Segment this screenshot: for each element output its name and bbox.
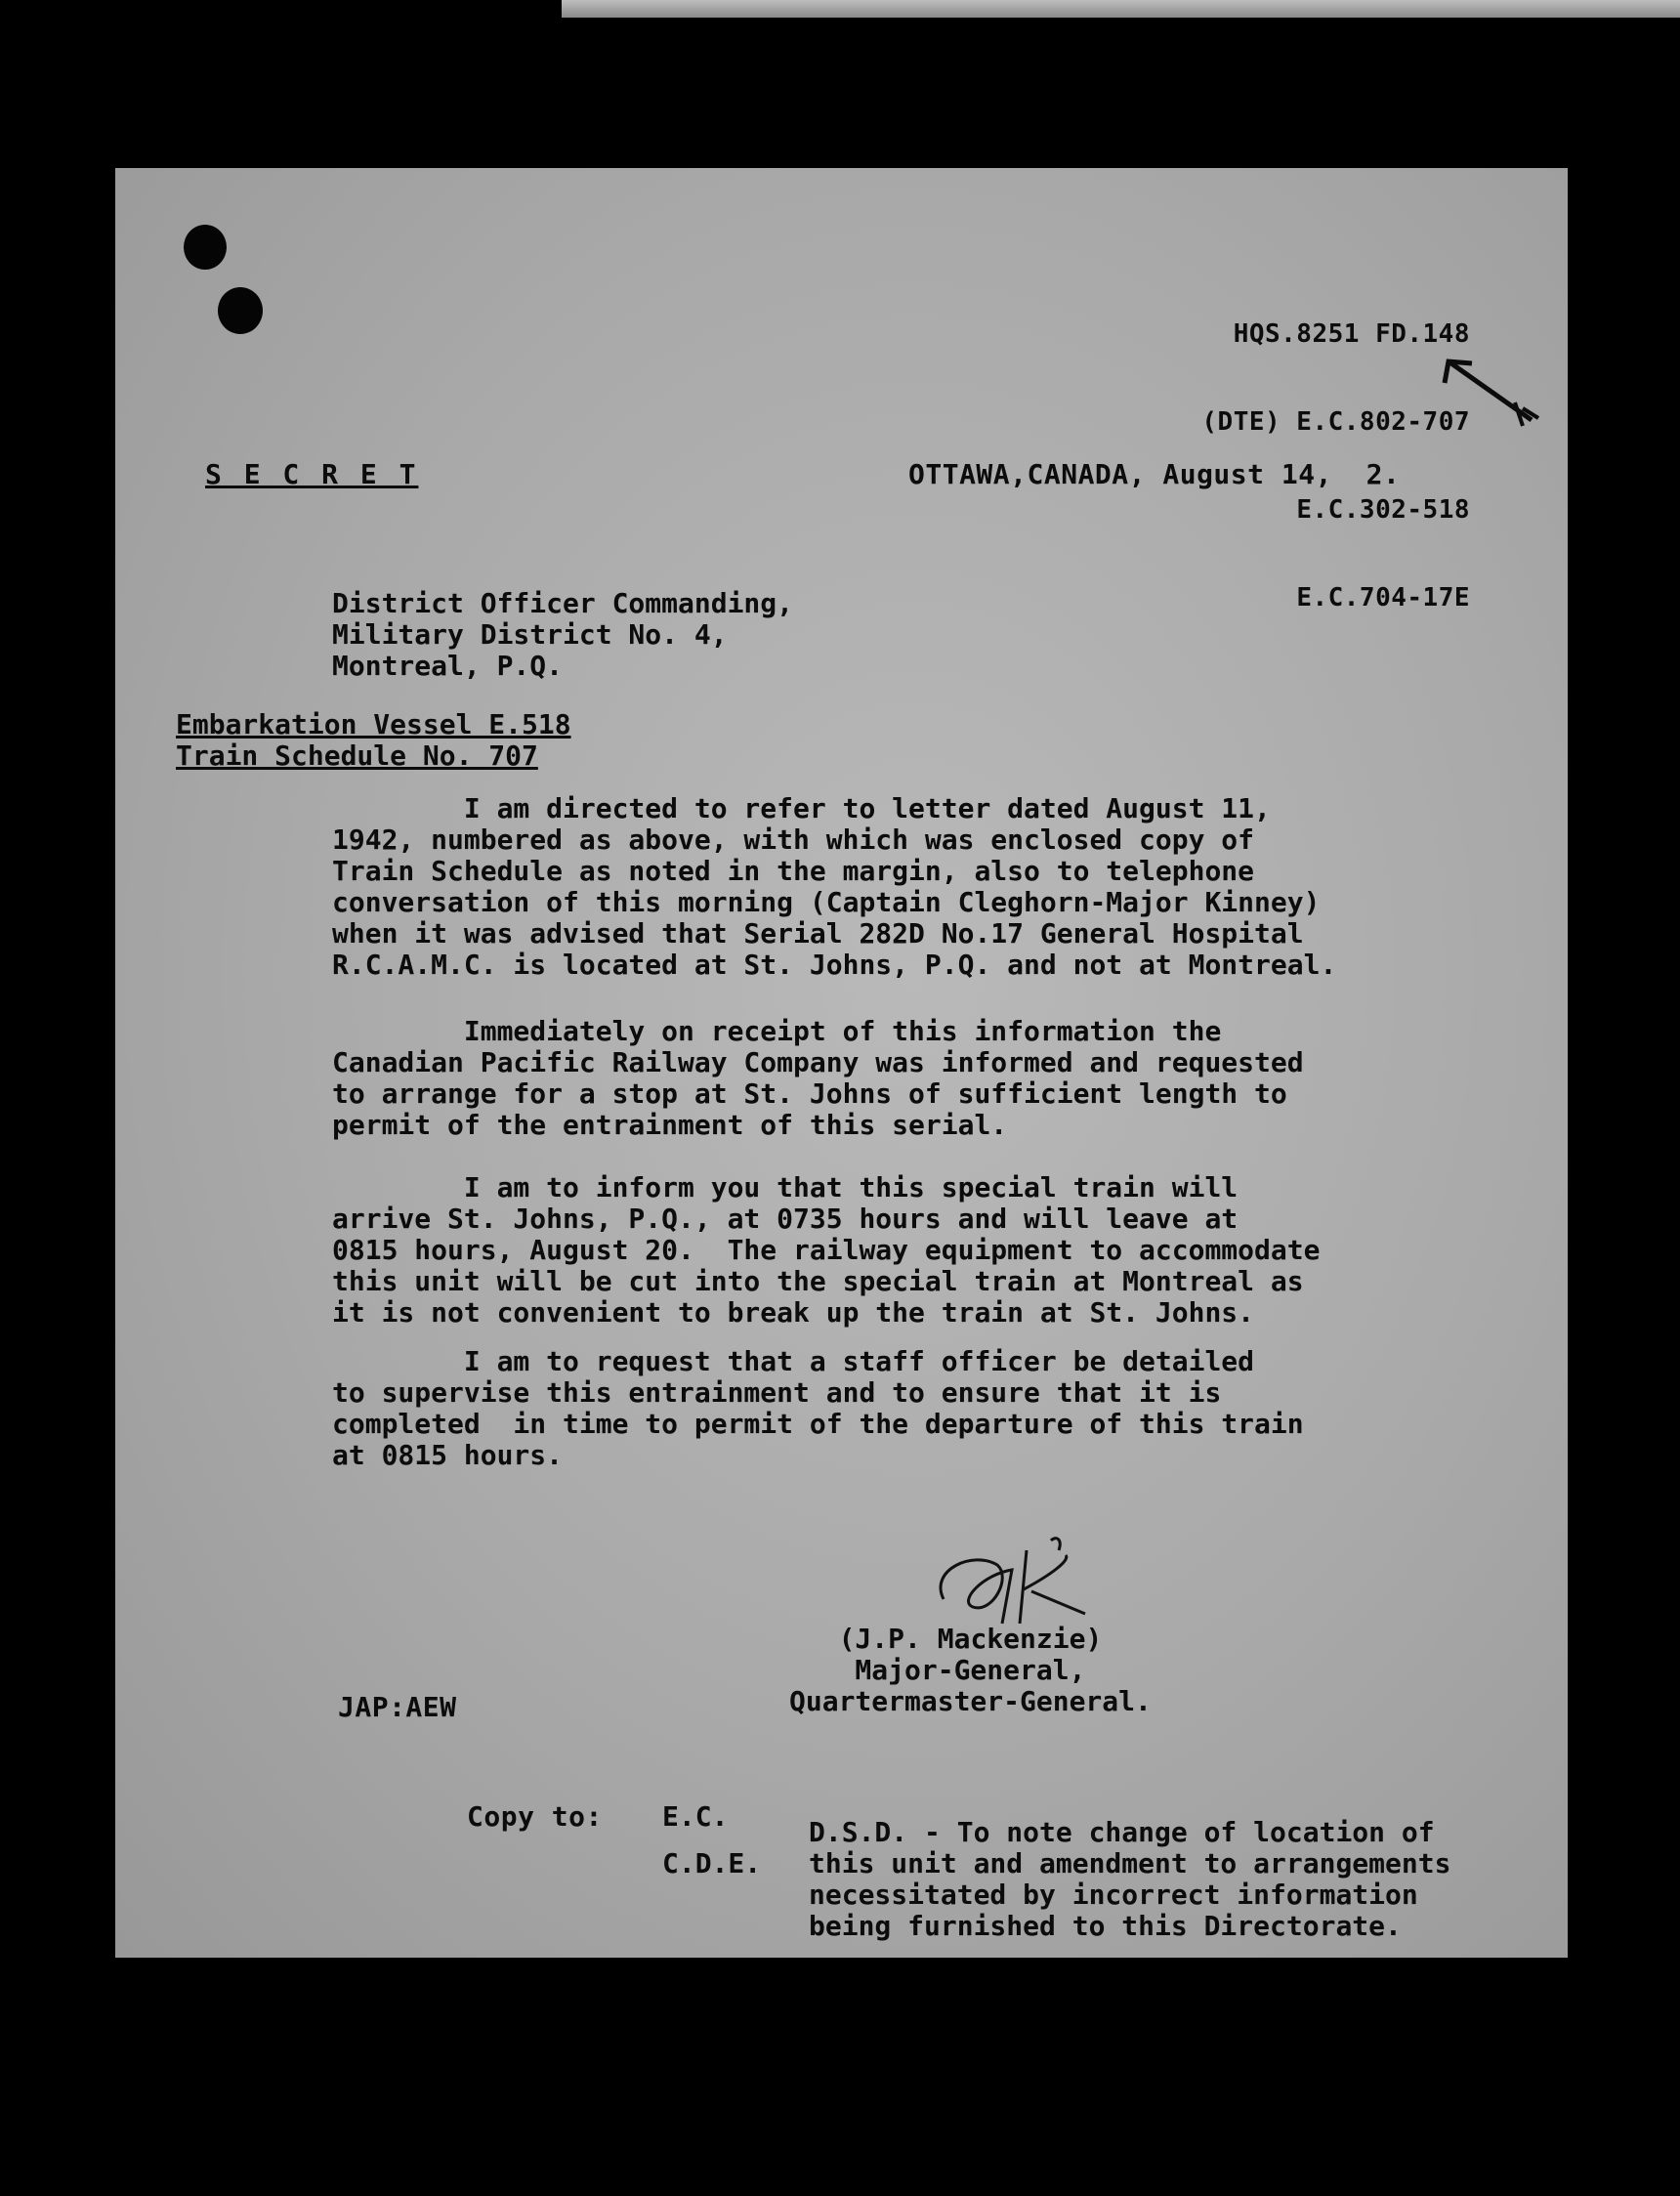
copy-note-line: this unit and amendment to arrangements [809, 1847, 1451, 1879]
margin-arrow-mark [1439, 354, 1546, 432]
copy-note [809, 1817, 1450, 1942]
body-line: permit of the entrainment of this serial. [332, 1109, 1008, 1141]
copy-recipients [662, 1801, 761, 1879]
place-date: OTTAWA,CANADA, August 14, 2. [908, 458, 1401, 490]
copy-note-line: D.S.D. - To note change of location of [809, 1816, 1435, 1848]
copy-recipient: E.C. [662, 1800, 729, 1833]
body-line: completed in time to permit of the departure of this train [332, 1408, 1304, 1440]
body-line: to arrange for a stop at St. Johns of sufficient length to [332, 1077, 1287, 1110]
body-paragraph-3 [332, 1172, 1320, 1329]
body-line: Train Schedule as noted in the margin, also to telephone [332, 855, 1255, 887]
body-line: R.C.A.M.C. is located at St. Johns, P.Q. and not at Montreal. [332, 949, 1337, 981]
copy-note-line: necessitated by incorrect information [809, 1879, 1418, 1911]
body-paragraph-4 [332, 1346, 1304, 1471]
signatory-rank: Major-General, [855, 1654, 1086, 1686]
addressee-line: Military District No. 4, [332, 618, 728, 651]
signatory-title: Quartermaster-General. [789, 1685, 1152, 1717]
scan-top-strip [562, 0, 1680, 18]
addressee-line: Montreal, P.Q. [332, 650, 564, 682]
letter-page [115, 168, 1568, 1958]
subject-line: Train Schedule No. 707 [176, 739, 538, 772]
body-line: when it was advised that Serial 282D No.17 General Hospital [332, 917, 1304, 950]
punch-hole-bottom [218, 287, 263, 334]
copy-to-label: Copy to: [467, 1800, 603, 1833]
classification-heading: S E C R E T [205, 458, 419, 490]
body-line: this unit will be cut into the special train at Montreal as [332, 1265, 1304, 1297]
copy-note-line: being furnished to this Directorate. [809, 1910, 1402, 1942]
signature-block [789, 1624, 1152, 1717]
file-ref-line: E.C.704-17E [1296, 583, 1470, 612]
signatory-name: (J.P. Mackenzie) [838, 1623, 1103, 1655]
body-line: I am to inform you that this special train will [332, 1171, 1239, 1204]
file-ref-line: E.C.302-518 [1296, 495, 1470, 525]
addressee-block [332, 588, 793, 682]
punch-hole-top [184, 225, 227, 270]
file-ref-line: (DTE) E.C.802-707 [1201, 407, 1470, 437]
body-paragraph-2 [332, 1016, 1304, 1141]
addressee-line: District Officer Commanding, [332, 587, 794, 619]
body-line: at 0815 hours. [332, 1439, 564, 1471]
subject-block [176, 709, 571, 772]
file-ref-line: HQS.8251 FD.148 [1233, 319, 1470, 349]
body-line: to supervise this entrainment and to ensure that it is [332, 1376, 1222, 1409]
body-line: 0815 hours, August 20. The railway equipment to accommodate [332, 1234, 1321, 1266]
body-line: I am directed to refer to letter dated August 11, [332, 792, 1271, 824]
body-paragraph-1 [332, 793, 1336, 981]
body-line: I am to request that a staff officer be detailed [332, 1345, 1255, 1377]
copy-recipient: C.D.E. [662, 1847, 762, 1879]
body-line: it is not convenient to break up the train at St. Johns. [332, 1296, 1255, 1329]
body-line: 1942, numbered as above, with which was enclosed copy of [332, 824, 1255, 856]
body-line: Canadian Pacific Railway Company was informed and requested [332, 1046, 1304, 1078]
subject-line: Embarkation Vessel E.518 [176, 708, 571, 740]
typist-initials: JAP:AEW [338, 1691, 457, 1723]
body-line: conversation of this morning (Captain Cleghorn-Major Kinney) [332, 886, 1321, 918]
body-line: arrive St. Johns, P.Q., at 0735 hours and will leave at [332, 1203, 1239, 1235]
body-line: Immediately on receipt of this information the [332, 1015, 1222, 1047]
